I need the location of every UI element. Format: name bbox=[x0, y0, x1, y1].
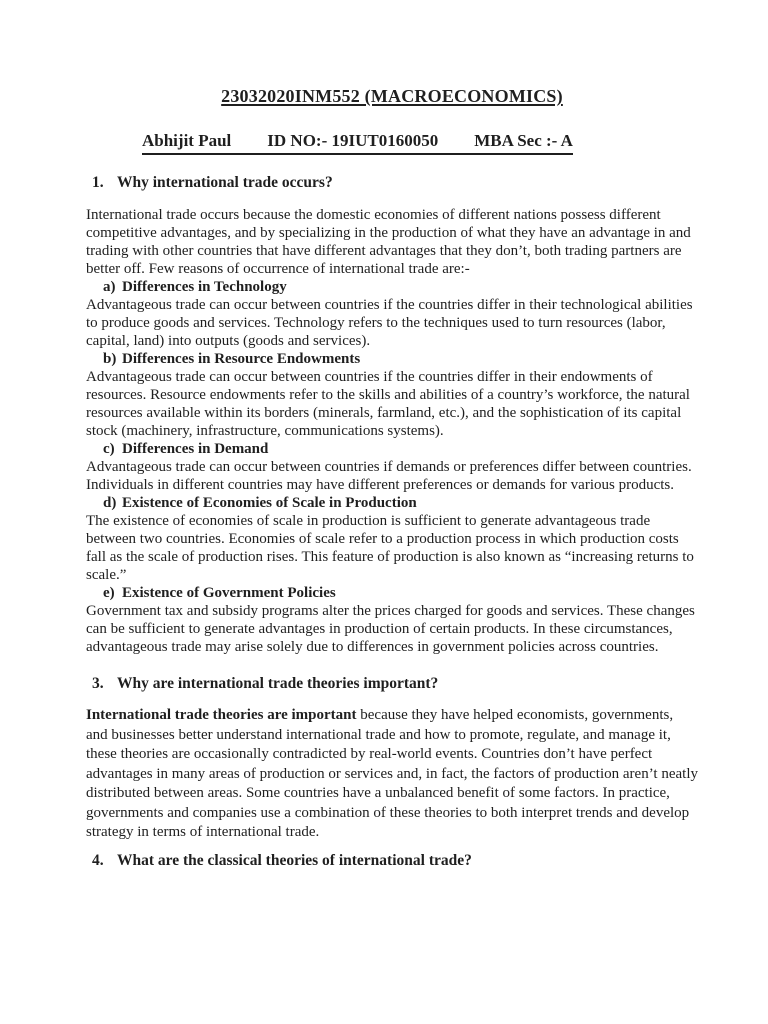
list-item-heading bbox=[86, 584, 698, 602]
list-item-letter: a) bbox=[103, 279, 116, 295]
question-text: What are the classical theories of international trade? bbox=[117, 851, 472, 869]
author-name: Abhijit Paul bbox=[142, 131, 232, 150]
list-item-title: Differences in Demand bbox=[122, 441, 269, 457]
question-text: Why are international trade theories important? bbox=[117, 675, 439, 692]
list-item-title: Differences in Resource Endowments bbox=[122, 351, 361, 367]
q3-answer-lead: International trade theories are important bbox=[86, 707, 357, 723]
list-item-letter: c) bbox=[103, 441, 115, 457]
list-item-body: Advantageous trade can occur between countries if demands or preferences differ between countries. Individuals in different countries may have different preferences or demands for various products. bbox=[86, 459, 692, 493]
list-item-letter: b) bbox=[103, 351, 117, 367]
list-item-letter: d) bbox=[103, 495, 117, 511]
list-item-heading bbox=[86, 278, 698, 296]
list-item-heading bbox=[86, 494, 698, 512]
author-section: MBA Sec :- A bbox=[474, 131, 573, 150]
author-line-underlined bbox=[142, 130, 573, 155]
list-item-body: Advantageous trade can occur between countries if the countries differ in their technological abilities to produce goods and services. Technology refers to the techniques used to turn resources (labor, capital, land) into outputs (goods and services). bbox=[86, 297, 693, 349]
list-item-letter: e) bbox=[103, 585, 115, 601]
document-title-text: 23032020INM552 (MACROECONOMICS) bbox=[221, 86, 563, 106]
q3-answer-rest: because they have helped economists, governments, and businesses better understand international trade and how to promote, regulate, and manage it, these theories are occasionally contradicted by real-world events. Countries don’t have perfect advantages in many areas of production or services and, in fact, the factors of production aren’t neatly distributed between areas. Some countries have a unbalanced benefit of some factors. In practice, governments and companies use a combination of these theories to both interpret trends and develop strategy in terms of international trade. bbox=[86, 707, 698, 840]
question-number: 1. bbox=[92, 174, 104, 191]
author-id: ID NO:- 19IUT0160050 bbox=[267, 131, 439, 150]
list-item-body: The existence of economies of scale in production is sufficient to generate advantageous trade between two countries. Economies of scale refer to a production process in which production costs fall as the scale of production rises. This feature of production is also known as “increasing returns to scale.” bbox=[86, 513, 694, 583]
question-3-heading bbox=[86, 674, 698, 694]
q3-answer-paragraph bbox=[86, 706, 698, 843]
list-item-title: Differences in Technology bbox=[122, 279, 287, 295]
question-text: Why international trade occurs? bbox=[117, 174, 333, 191]
list-item-body: Government tax and subsidy programs alter the prices charged for goods and services. These changes can be sufficient to generate advantages in production of certain products. In these circumstances, advantageous trade may arise solely due to differences in government policies across countries. bbox=[86, 603, 695, 655]
list-item-body: Advantageous trade can occur between countries if the countries differ in their endowments of resources. Resource endowments refer to the skills and abilities of a country’s workforce, the natural resources available within its borders (minerals, farmland, etc.), and the sophistication of its capital stock (machinery, infrastructure, communications systems). bbox=[86, 369, 690, 439]
question-number: 4. bbox=[92, 851, 104, 869]
question-1-heading bbox=[86, 173, 698, 193]
list-item-heading bbox=[86, 350, 698, 368]
question-4-heading bbox=[86, 851, 698, 871]
list-item-title: Existence of Economies of Scale in Production bbox=[122, 495, 417, 511]
list-item-title: Existence of Government Policies bbox=[122, 585, 336, 601]
author-line bbox=[142, 130, 698, 155]
document-title bbox=[86, 84, 698, 108]
list-item-heading bbox=[86, 440, 698, 458]
question-number: 3. bbox=[92, 675, 104, 692]
q1-intro-paragraph: International trade occurs because the domestic economies of different nations possess different competitive advantages, and by specializing in the production of what they have an advantage in and trading with other countries that have different advantages that they don’t, both trading partners are better off. Few reasons of occurrence of international trade are:- bbox=[86, 207, 691, 277]
